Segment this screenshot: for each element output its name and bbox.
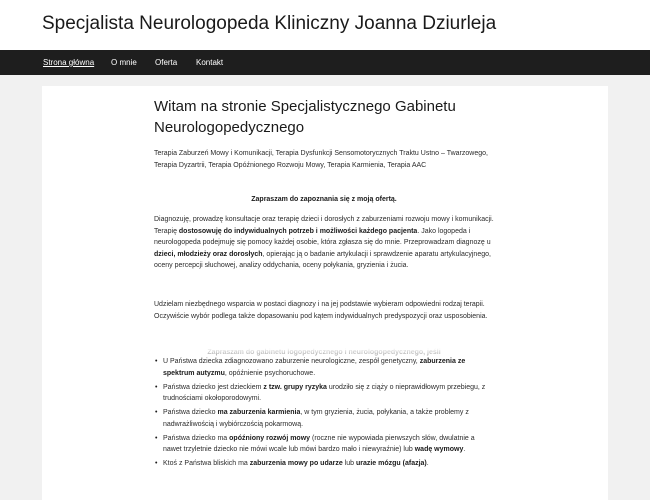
offer-invitation: Zapraszam do zapoznania się z moją ofertą.: [251, 196, 397, 203]
intro-paragraph: Terapia Zaburzeń Mowy i Komunikacji, Terapia Dysfunkcji Sensomotorycznych Traktu Ustno – Twarzowego, Terapia Dyzartrii, Terapia Opóźnionego Rozwoju Mowy, Terapia Karmienia, Terapia AAC: [154, 150, 488, 169]
list-item: • Ktoś z Państwa bliskich ma zaburzenia mowy po udarze lub urazie mózgu (afazja).: [154, 458, 494, 470]
diagnosis-text-2: . Jako logopeda i neurologopeda podejmuję się pomocy każdej osobie, która zgłasza się do mnie. Przeprowadzam diagnozę u: [154, 227, 491, 246]
list-item: • Państwa dziecko ma opóźniony rozwój mowy (roczne nie wypowiada pierwszych słów, dwulatnie a nawet trzyletnie dziecko nie mówi wcale lub mówi bardzo mało i niewyraźnie) lub wadę wymowy.: [154, 433, 494, 456]
indications-list: [154, 356, 494, 472]
list-item: • Państwa dziecko ma zaburzenia karmienia, w tym gryzienia, żucia, połykania, a także problemy z nadwrażliwością i wybiórczością pokarmową.: [154, 407, 494, 430]
diagnosis-text-3: , opierając ją o badanie artykulacji i sprawdzenie aparatu artykulacyjnego, oceny percepcji słuchowej, analizy oddychania, oceny połykania, gryzienia i żucia.: [154, 250, 491, 269]
site-header: [0, 0, 650, 50]
list-item: • U Państwa dziecka zdiagnozowano zaburzenie neurologiczne, zespół genetyczny, zaburzenia ze spektrum autyzmu, opóźnienie psychoruchowe.: [154, 356, 494, 379]
nav-item-offer[interactable]: Oferta: [155, 58, 178, 67]
nav-item-contact[interactable]: Kontakt: [196, 58, 224, 67]
main-navigation: [0, 50, 650, 75]
diagnosis-highlight-2: dzieci, młodzieży oraz dorosłych: [154, 250, 263, 258]
list-fade-overlay: [154, 348, 494, 356]
nav-item-about[interactable]: O mnie: [111, 58, 137, 67]
content-area: [42, 86, 608, 500]
support-paragraph: Udzielam niezbędnego wsparcia w postaci diagnozy i na jej podstawie wybieram odpowiedni rodzaj terapii. Oczywiście wybór podlega także dopasowaniu pod kątem indywidualnych predyspozycji oraz usposobienia.: [154, 301, 488, 320]
nav-item-home[interactable]: Strona główna: [43, 58, 95, 67]
diagnosis-highlight-1: dostosowuję do indywidualnych potrzeb i możliwości każdego pacjenta: [178, 227, 418, 235]
diagnosis-paragraph: [154, 214, 494, 272]
page-title: Witam na stronie Specjalistycznego Gabinetu Neurologopedycznego: [154, 98, 456, 136]
list-item: • Państwa dziecko jest dzieckiem z tzw. grupy ryzyka urodziło się z ciąży o nieprawidłowym przebiegu, z trudnościami okołoporodowymi.: [154, 382, 494, 405]
diagnosis-text-1: Diagnozuję, prowadzę konsultacje oraz terapię dzieci i dorosłych z zaburzeniami rozwoju mowy i komunikacji. Terapię: [154, 216, 494, 235]
site-title[interactable]: Specjalista Neurologopeda Kliniczny Joanna Dziurleja: [42, 13, 497, 34]
